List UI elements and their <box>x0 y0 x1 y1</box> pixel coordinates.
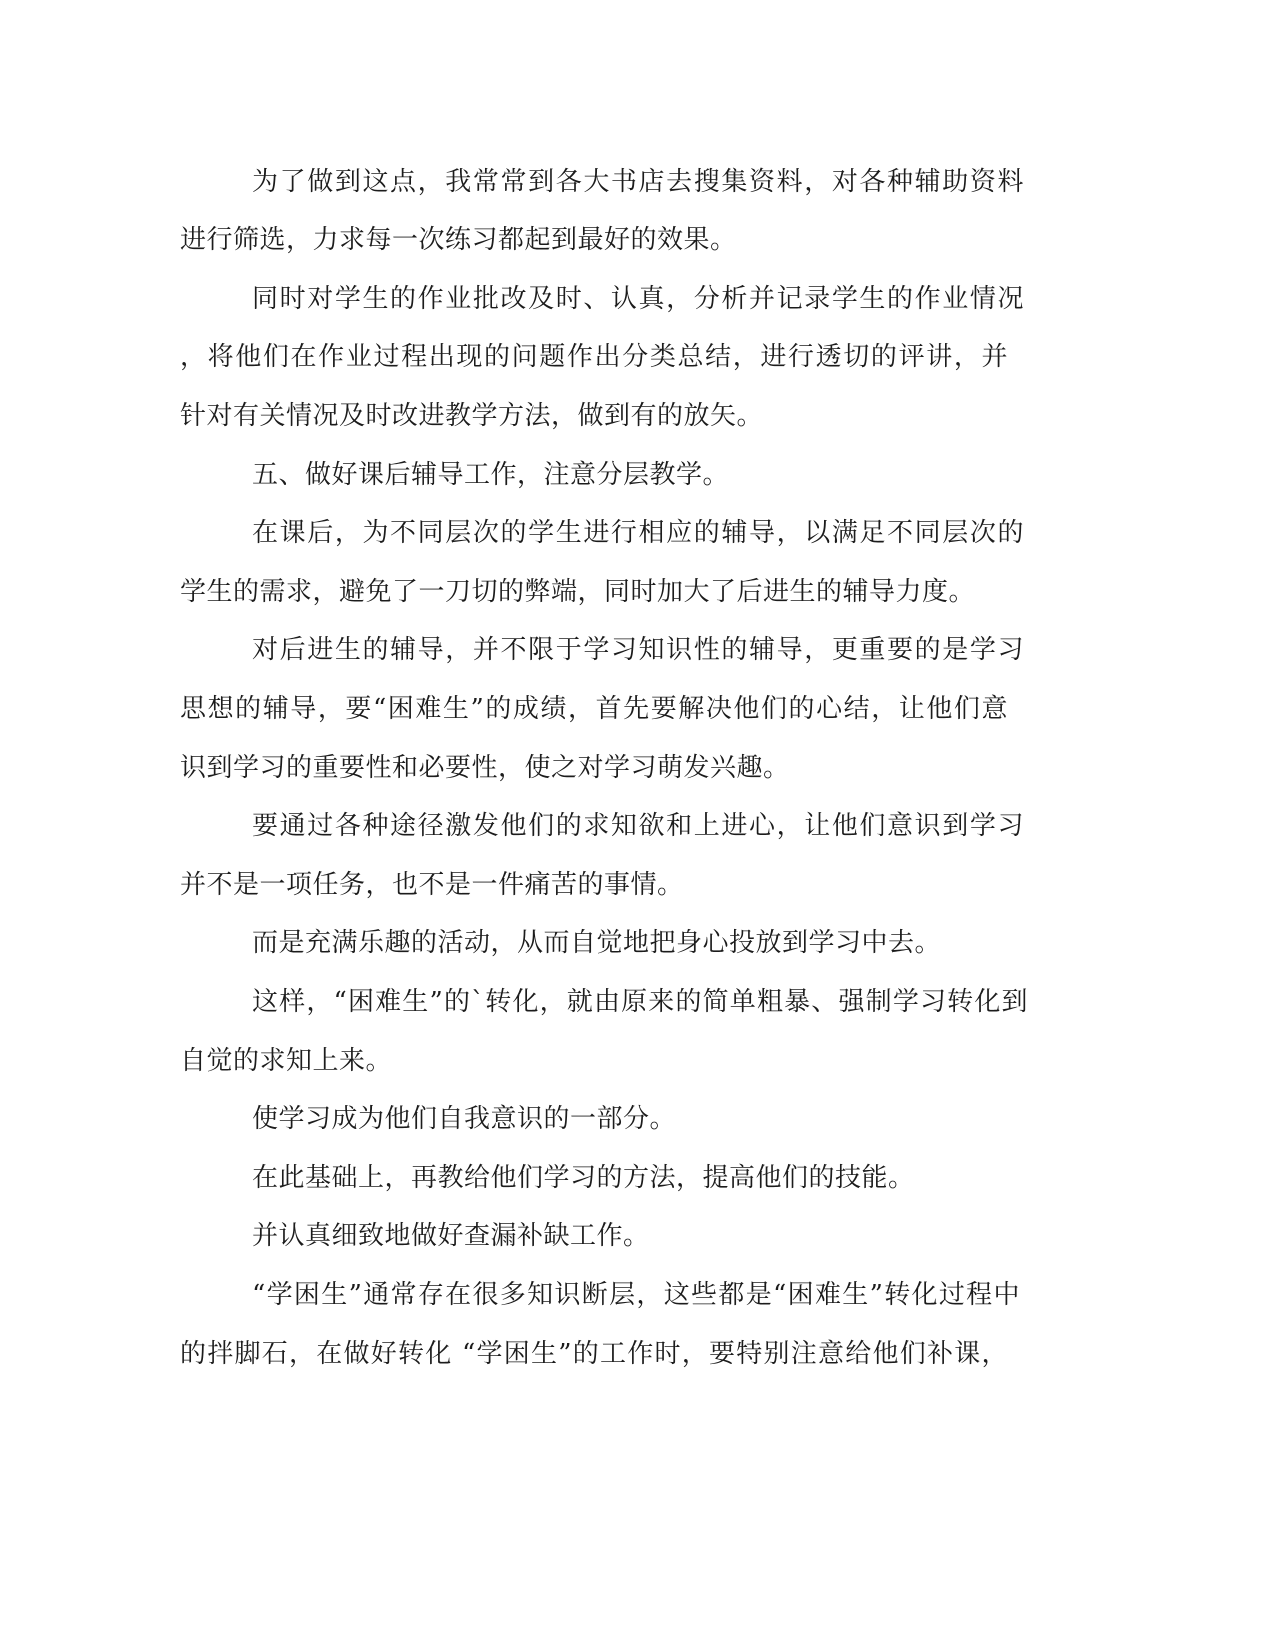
text-line <box>0 865 1275 905</box>
paragraph-line: 识到学习的重要性和必要性，使之对学习萌发兴趣。 <box>180 753 790 783</box>
text-line <box>0 220 1275 260</box>
paragraph-line: 针对有关情况及时改进教学方法，做到有的放矢。 <box>180 401 764 431</box>
paragraph-first-line: “学困生”通常存在很多知识断层，这些都是“困难生”转化过程中 <box>252 1280 1020 1310</box>
paragraph-first-line: 同时对学生的作业批改及时、认真，分析并记录学生的作业情况 <box>252 284 1024 314</box>
text-line <box>0 279 1275 319</box>
paragraph-first-line: 这样，“困难生”的`转化，就由原来的简单粗暴、强制学习转化到 <box>252 987 1028 1017</box>
paragraph-first-line: 在此基础上，再教给他们学习的方法，提高他们的技能。 <box>252 1163 915 1193</box>
paragraph-first-line: 要通过各种途径激发他们的求知欲和上进心，让他们意识到学习 <box>252 811 1024 841</box>
text-line <box>0 1158 1275 1198</box>
paragraph-line: 进行筛选，力求每一次练习都起到最好的效果。 <box>180 225 737 255</box>
text-line <box>0 1334 1275 1374</box>
paragraph-first-line: 而是充满乐趣的活动，从而自觉地把身心投放到学习中去。 <box>252 928 942 958</box>
text-line <box>0 1216 1275 1256</box>
paragraph-line: 自觉的求知上来。 <box>180 1046 393 1076</box>
paragraph-first-line: 对后进生的辅导，并不限于学习知识性的辅导，更重要的是学习 <box>252 635 1024 665</box>
paragraph-first-line: 为了做到这点，我常常到各大书店去搜集资料，对各种辅助资料 <box>252 167 1024 197</box>
text-line <box>0 806 1275 846</box>
paragraph-line: 思想的辅导，要“困难生”的成绩，首先要解决他们的心结，让他们意 <box>180 694 1008 724</box>
text-line <box>0 1099 1275 1139</box>
text-line <box>0 689 1275 729</box>
paragraph-line: 并不是一项任务，也不是一件痛苦的事情。 <box>180 870 684 900</box>
text-line <box>0 923 1275 963</box>
text-line <box>0 513 1275 553</box>
text-line <box>0 396 1275 436</box>
text-line <box>0 630 1275 670</box>
text-line <box>0 337 1275 377</box>
text-line <box>0 748 1275 788</box>
text-line <box>0 455 1275 495</box>
text-line <box>0 1041 1275 1081</box>
text-line <box>0 1275 1275 1315</box>
text-line <box>0 162 1275 202</box>
paragraph-first-line: 使学习成为他们自我意识的一部分。 <box>252 1104 677 1134</box>
section-heading: 五、做好课后辅导工作，注意分层教学。 <box>252 460 730 490</box>
text-line <box>0 982 1275 1022</box>
paragraph-line: 学生的需求，避免了一刀切的弊端，同时加大了后进生的辅导力度。 <box>180 577 976 607</box>
paragraph-line: 的拌脚石，在做好转化 “学困生”的工作时，要特别注意给他们补课， <box>180 1339 1008 1369</box>
paragraph-first-line: 并认真细致地做好查漏补缺工作。 <box>252 1221 650 1251</box>
paragraph-first-line: 在课后，为不同层次的学生进行相应的辅导，以满足不同层次的 <box>252 518 1024 548</box>
paragraph-line: ，将他们在作业过程出现的问题作出分类总结，进行透切的评讲，并 <box>180 342 1008 372</box>
text-line <box>0 572 1275 612</box>
